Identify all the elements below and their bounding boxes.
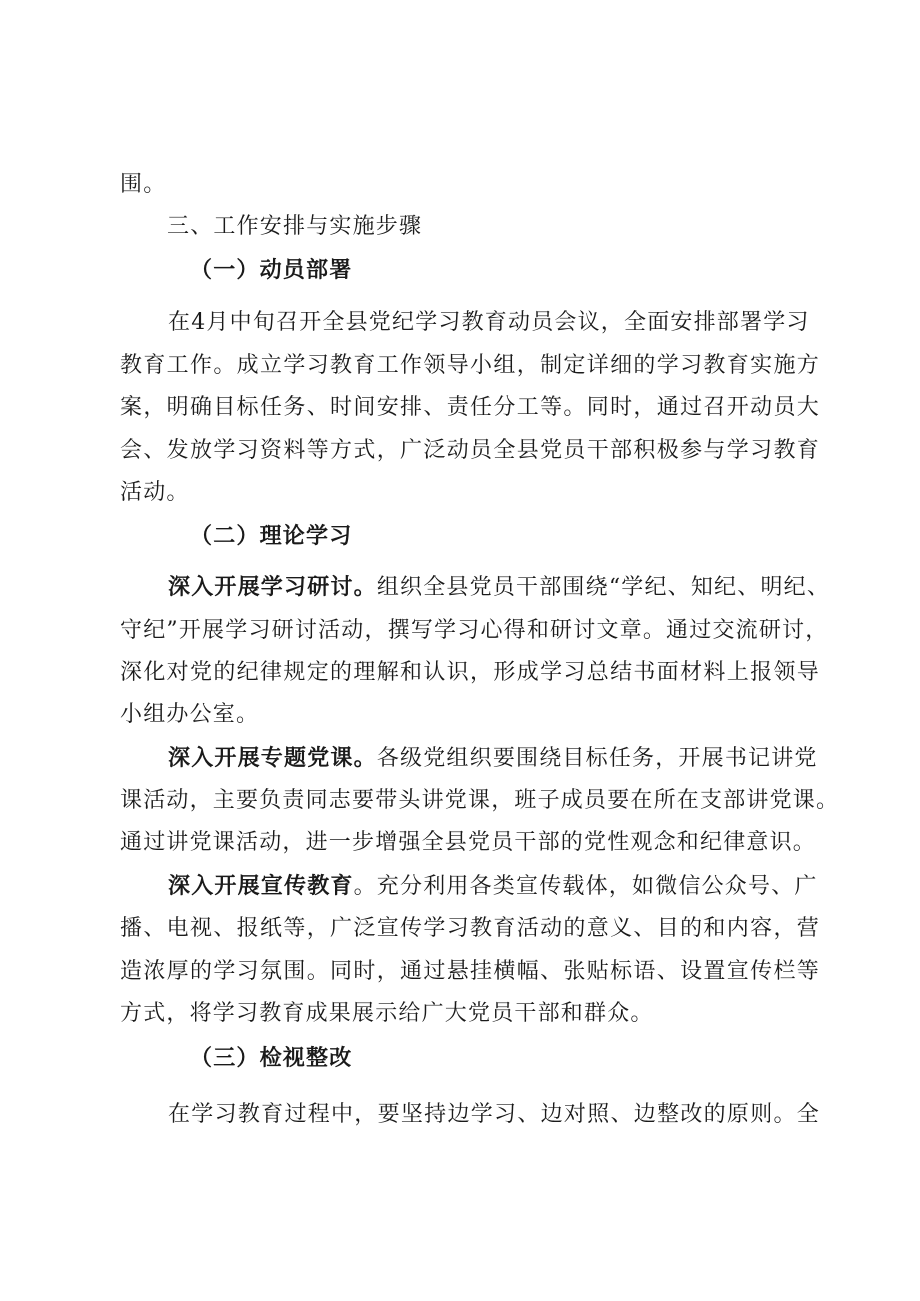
paragraph-first-line (168, 573, 831, 603)
section-title: 三、工作安排与实施步骤 (167, 214, 423, 239)
subsection-title-theory: （二）理论学习 (190, 524, 353, 549)
paragraph-line: 活动。 (120, 480, 190, 505)
paragraph-line: 课活动，主要负责同志要带头讲党课，班子成员要在所在支部讲党课。 (120, 788, 840, 813)
paragraph-text: 组织全县党员干部围绕“学纪、知纪、明纪、 (376, 575, 831, 600)
paragraph-line: 案，明确目标任务、时间安排、责任分工等。同时，通过召开动员大 (120, 395, 820, 420)
paragraph-line: 会、发放学习资料等方式，广泛动员全县党员干部积极参与学习教育 (120, 438, 820, 463)
paragraph-line: 方式，将学习教育成果展示给广大党员干部和群众。 (120, 1001, 654, 1026)
paragraph-line: 小组办公室。 (120, 702, 260, 727)
paragraph-first-line (168, 872, 820, 902)
paragraph-line: 造浓厚的学习氛围。同时，通过悬挂横幅、张贴标语、设置宣传栏等 (120, 959, 820, 984)
paragraph-lead: 深入开展学习研讨。 (168, 575, 377, 600)
paragraph-line: 教育工作。成立学习教育工作领导小组，制定详细的学习教育实施方 (120, 353, 820, 378)
paragraph-line: 守纪”开展学习研讨活动，撰写学习心得和研讨文章。通过交流研讨， (120, 618, 829, 643)
paragraph-line: 在学习教育过程中，要坚持边学习、边对照、边整改的原则。全 (168, 1102, 820, 1127)
paragraph-lead: 深入开展专题党课。 (168, 746, 377, 771)
paragraph-line: 在4月中旬召开全县党纪学习教育动员会议，全面安排部署学习 (168, 310, 810, 335)
paragraph-line: 播、电视、报纸等，广泛宣传学习教育活动的意义、目的和内容，营 (120, 916, 820, 941)
paragraph-text: 各级党组织要围绕目标任务，开展书记讲党 (376, 746, 818, 771)
paragraph-text: 。充分利用各类宣传载体，如微信公众号、广 (353, 874, 818, 899)
paragraph-first-line (168, 744, 820, 774)
subsection-title-mobilization: （一）动员部署 (190, 258, 353, 283)
paragraph-line: 通过讲党课活动，进一步增强全县党员干部的党性观念和纪律意识。 (120, 830, 817, 855)
subsection-title-inspection: （三）检视整改 (190, 1046, 353, 1071)
paragraph-lead: 深入开展宣传教育 (168, 874, 354, 899)
paragraph-line: 深化对党的纪律规定的理解和认识，形成学习总结书面材料上报领导 (120, 660, 820, 685)
paragraph-fragment: 围。 (120, 172, 167, 197)
